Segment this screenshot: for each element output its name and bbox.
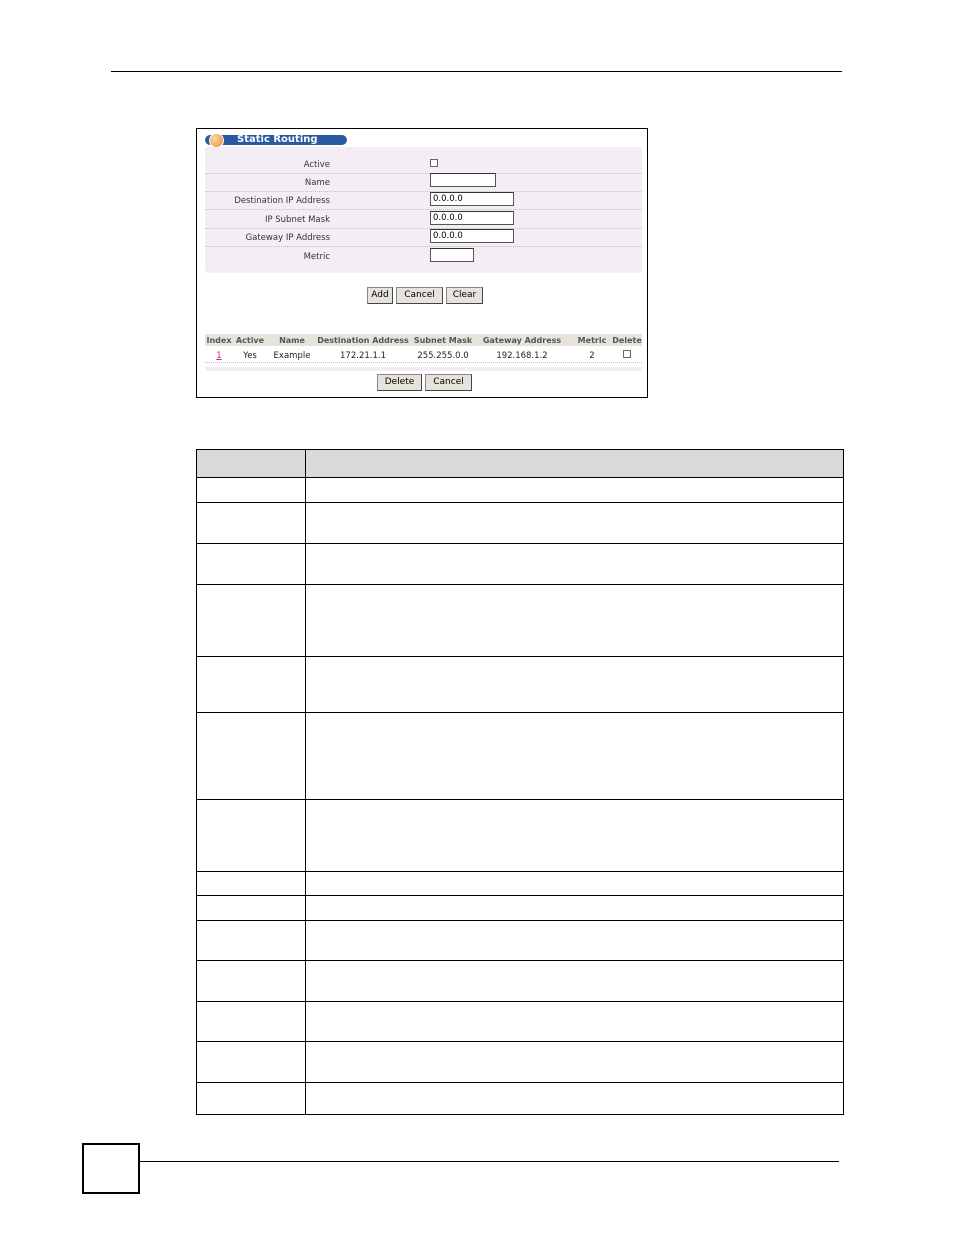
active-label: Active xyxy=(303,160,330,170)
row-metric: 2 xyxy=(589,351,595,361)
description-row xyxy=(197,1083,843,1114)
destination-ip-input[interactable]: 0.0.0.0 xyxy=(430,192,514,206)
description-row xyxy=(197,800,843,872)
row-metric xyxy=(205,247,642,265)
subnet-mask-input[interactable]: 0.0.0.0 xyxy=(430,211,514,225)
bottom-cancel-button[interactable]: Cancel xyxy=(425,374,472,391)
panel-title: Static Routing xyxy=(205,135,347,145)
header-destination: Destination Address xyxy=(317,336,409,345)
description-row xyxy=(197,961,843,1002)
description-row xyxy=(197,478,843,503)
row-name xyxy=(205,173,642,192)
description-row xyxy=(197,585,843,657)
name-input[interactable] xyxy=(430,173,496,187)
row-gateway xyxy=(205,228,642,247)
header-index: Index xyxy=(206,336,232,345)
table-header xyxy=(205,334,642,346)
row-subnet xyxy=(205,210,642,229)
delete-button[interactable]: Delete xyxy=(377,374,422,391)
description-row xyxy=(197,544,843,585)
page-number-box xyxy=(82,1143,140,1194)
destination-ip-label: Destination IP Address xyxy=(234,196,330,206)
active-checkbox[interactable] xyxy=(430,159,438,167)
header-rule xyxy=(111,71,842,72)
row-active xyxy=(205,155,642,174)
gateway-ip-label: Gateway IP Address xyxy=(245,233,330,243)
add-button[interactable]: Add xyxy=(367,287,393,304)
subnet-mask-label: IP Subnet Mask xyxy=(264,215,330,225)
header-name: Name xyxy=(279,336,305,345)
row-subnet: 255.255.0.0 xyxy=(417,351,469,361)
footer-rule xyxy=(140,1161,839,1162)
header-active: Active xyxy=(235,336,265,345)
header-gateway: Gateway Address xyxy=(482,336,562,345)
header-subnet: Subnet Mask xyxy=(413,336,473,345)
description-row xyxy=(197,896,843,921)
description-row xyxy=(197,657,843,713)
column-divider xyxy=(305,450,306,1114)
description-row xyxy=(197,1002,843,1042)
description-row xyxy=(197,503,843,544)
row-gateway: 192.168.1.2 xyxy=(496,351,548,361)
row-destination xyxy=(205,191,642,210)
cancel-button[interactable]: Cancel xyxy=(396,287,443,304)
metric-label: Metric xyxy=(303,252,330,262)
row-name: Example xyxy=(273,351,311,361)
description-table xyxy=(196,449,844,1115)
gateway-ip-input[interactable]: 0.0.0.0 xyxy=(430,229,514,243)
description-header-row xyxy=(197,450,843,478)
description-row xyxy=(197,872,843,896)
table-row xyxy=(205,348,642,363)
table-footer xyxy=(205,367,642,371)
description-row xyxy=(197,1042,843,1083)
header-metric: Metric xyxy=(577,336,607,345)
name-label: Name xyxy=(304,178,330,188)
orange-orb-icon xyxy=(209,133,224,148)
description-row xyxy=(197,921,843,961)
header-delete: Delete xyxy=(612,336,642,345)
row-active: Yes xyxy=(243,351,257,361)
row-delete-checkbox[interactable] xyxy=(623,350,631,358)
description-row xyxy=(197,713,843,800)
static-routing-screenshot xyxy=(196,128,648,398)
row-destination: 172.21.1.1 xyxy=(340,351,386,361)
metric-input[interactable] xyxy=(430,248,474,262)
clear-button[interactable]: Clear xyxy=(446,287,483,304)
row-index-link[interactable]: 1 xyxy=(216,351,222,361)
